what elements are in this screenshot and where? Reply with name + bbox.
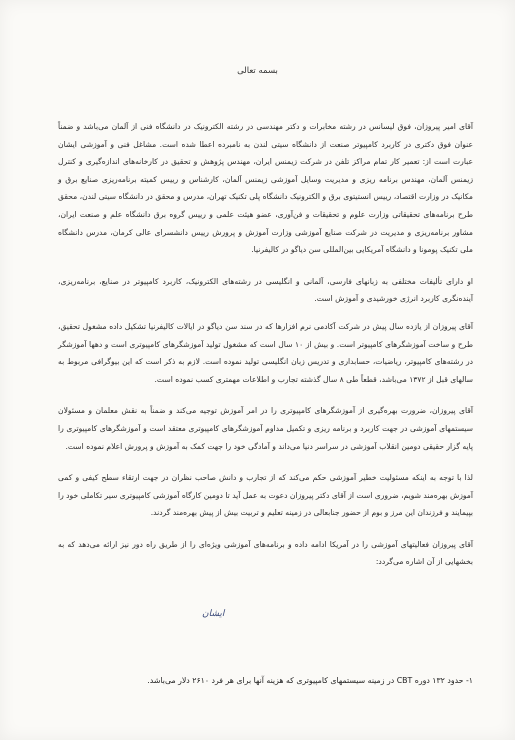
paragraph-publications: او دارای تألیفات مختلفی به زبانهای فارسی، آلمانی و انگلیسی در رشته‌های الکترونیک، کاربرد کامپیوتر در صنایع، برنامه‌ریزی، آینده‌نگری کاربرد انرژی خورشیدی و آموزش است. [58,276,473,304]
paragraph-activities: آقای پیروزان فعالیتهای آموزشی را در آمریکا ادامه داده و برنامه‌های آموزشی ویژه‌ای را از طریق راه دور نیز ارائه می‌دهد که به بخشهایی از آن اشاره می‌گردد: [58,539,473,567]
handwritten-note: ایشان [202,609,225,619]
page-title: بسمه تعالی [237,66,278,76]
document-body [58,118,473,585]
paragraph-biography: آقای امیر پیروزان، فوق لیسانس در رشته مخابرات و دکتر مهندسی در رشته الکترونیک در دانشگاه فنی از آلمان می‌باشد و ضمناً عنوان فوق دکتری در کاربرد کامپیوتر صنعت از دانشگاه سیتی لندن به نامبرده اعطا شده است. مشاغل فنی و آموزشی ایشان عبارت است از: تعمیر کار تمام مراکز تلفن در شرکت زیمنس ایران، مهندس پژوهش و تحقیق در کارخانه‌های اندازه‌گیری و کنترل زیمنس آلمان، مهندس برنامه ریزی و مدیریت وسایل آموزشی زیمنس آلمان، کارشناس و رییس کمیته برنامه‌ریزی صنایع برق و مکانیک در وزارت اقتصاد، رییس انستیتوی برق و الکترونیک دانشگاه پلی تکنیک تهران، مدرس و محقق در دانشگاه سیتی لندن، محقق طرح برنامه‌های تحقیقاتی وزارت علوم و تحقیقات و فن‌آوری، عضو هیئت علمی و رییس گروه برق دانشگاه علم و صنعت ایران، مشاور برنامه‌ریزی و مدیریت در شرکت صنایع آموزشی وزارت آموزش و پرورش رییس دانشسرای عالی کرمان، مدرس دانشگاه ملی تکنیک پومونا و دانشگاه آمریکایی بین‌المللی سن دیاگو در کالیفرنیا. [58,122,473,255]
paragraph-invitation: لذا با توجه به اینکه مسئولیت خطیر آموزشی حکم می‌کند که از تجارب و دانش صاحب نظران در جهت ارتقاء سطح کیفی و کمی آموزش بهره‌مند شویم، ضروری است از آقای دکتر پیروزان دعوت به عمل آید تا دومین کارگاه آموزشی کامپیوتری سیر تکاملی خود را بپیمایند و فرزندان این مرز و بوم از حضور جنابعالی در زمینه تعلیم و تربیت بیش از پیش بهره‌مند گردند. [57,473,473,518]
paragraph-computer-tutors: آقای پیروزان، ضرورت بهره‌گیری از آموزشگرهای کامپیوتری را در امر آموزش توجیه می‌کند و ضمناً به نقش معلمان و مسئولان سیستمهای آموزشی در جهت کاربرد و برنامه ریزی و تکمیل مداوم آموزشگرهای کامپیوتری معتقد است و آموزشگرهای کامپیوتری را پایه گزار حقیقی دومین انقلاب آموزشی در سراسر دنیا می‌داند و آمادگی خود را جهت کمک به آموزش و پرورش اعلام نموده است. [58,406,473,451]
list-item: ۱- حدود ۱۳۲ دوره CBT در زمینه سیستمهای کامپیوتری که هزینه آنها برای هر فرد ۲۶۱۰ دلار می‌باشد. [147,676,473,685]
paragraph-software-academy: آقای پیروزان از یازده سال پیش در شرکت آکادمی نرم افزارها که در سند سن دیاگو در ایالات کالیفرنیا تشکیل داده مشغول تحقیق، طرح و ساخت آموزشگرهای کامپیوتر است. و بیش از ۱۰ سال است که مشغول تولید آموزشگرهای کامپیوتری است و دهها آموزشگر در رشته‌های کامپیوتر، ریاضیات، حسابداری و تدریس زبان انگلیسی تولید نموده است. لازم به ذکر است که این بیوگرافی مربوط به سالهای قبل از ۱۳۷۲ می‌باشد، قطعاً طی ۸ سال گذشته تجارب و اطلاعات مهمتری کسب نموده است. [58,321,473,384]
